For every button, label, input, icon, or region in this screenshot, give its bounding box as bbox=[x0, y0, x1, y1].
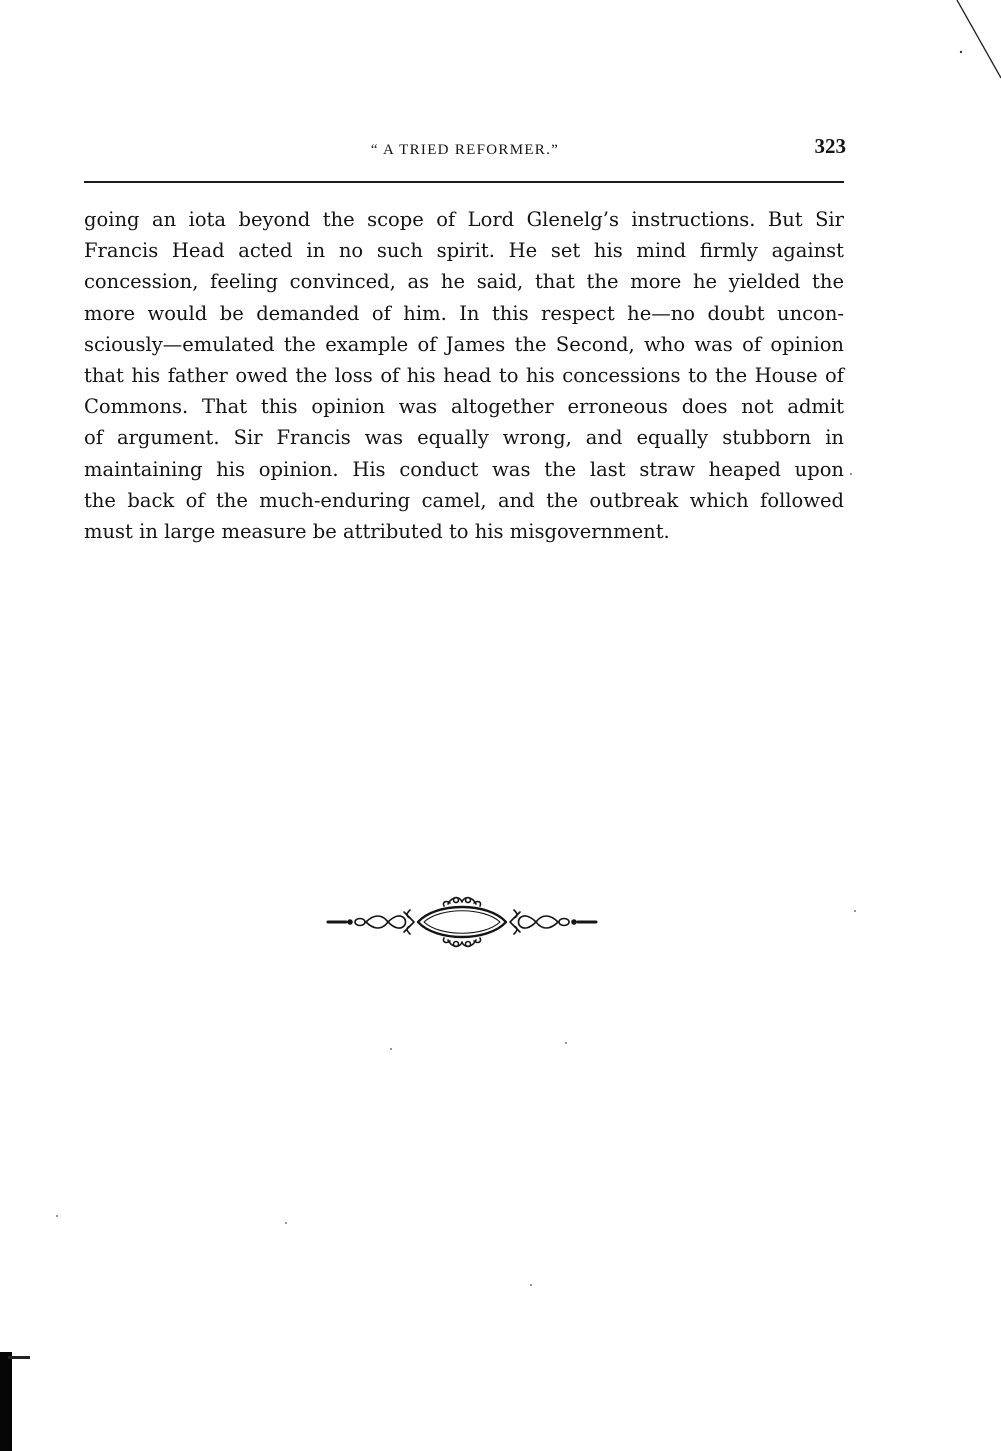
scan-corner-line bbox=[955, 0, 1001, 80]
text-line: more would be demanded of him. In this respect he—no doubt uncon- bbox=[84, 301, 844, 325]
scan-speck bbox=[285, 1222, 287, 1224]
scan-speck bbox=[854, 910, 856, 912]
page-number: 323 bbox=[814, 134, 846, 158]
text-line: the back of the much-enduring camel, and the outbreak which followed bbox=[84, 488, 844, 512]
text-line: concession, feeling convinced, as he said, that the more he yielded the bbox=[84, 270, 844, 294]
text-line: of argument. Sir Francis was equally wrong, and equally stubborn in bbox=[84, 426, 844, 450]
text-line: going an iota beyond the scope of Lord Glenelg’s instructions. But Sir bbox=[84, 208, 844, 231]
scan-speck bbox=[56, 1215, 58, 1217]
running-head bbox=[84, 130, 846, 164]
text-line: must in large measure be attributed to his misgovernment. bbox=[84, 519, 670, 543]
scan-speck bbox=[390, 1048, 392, 1050]
text-line: sciously—emulated the example of James the Second, who was of opinion bbox=[84, 332, 844, 356]
header-rule bbox=[84, 181, 844, 183]
text-line: maintaining his opinion. His conduct was the last straw heaped upon bbox=[84, 457, 844, 481]
scan-speck bbox=[565, 1042, 567, 1044]
scan-speck bbox=[530, 1284, 532, 1286]
body-paragraph bbox=[84, 204, 844, 547]
text-line: that his father owed the loss of his head to his concessions to the House of bbox=[84, 363, 844, 387]
running-title: “ A TRIED REFORMER.” bbox=[370, 142, 560, 158]
scan-edge-mark bbox=[8, 1356, 30, 1359]
text-line: Commons. That this opinion was altogether erroneous does not admit bbox=[84, 395, 844, 419]
text-line: Francis Head acted in no such spirit. He set his mind firmly against bbox=[84, 239, 844, 263]
ornamental-flourish-icon bbox=[326, 894, 598, 950]
scan-speck bbox=[850, 473, 852, 475]
scan-edge-bar bbox=[0, 1352, 12, 1451]
